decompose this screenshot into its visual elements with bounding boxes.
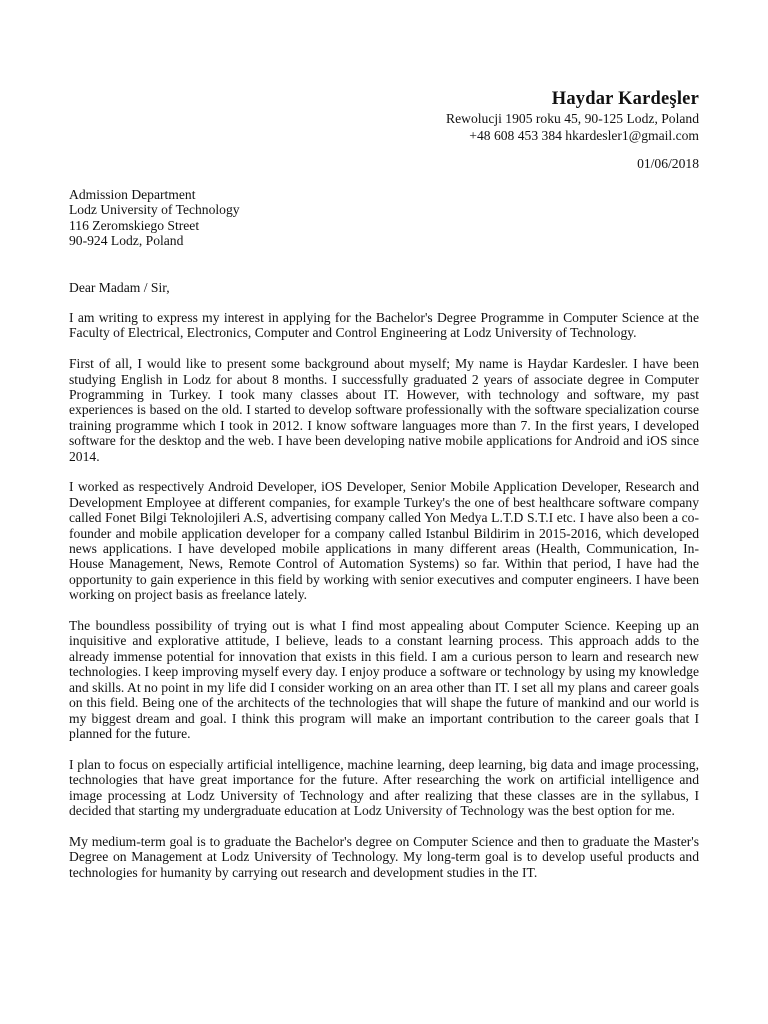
sender-contact: +48 608 453 384 hkardesler1@gmail.com <box>469 127 699 143</box>
letter-body <box>69 310 699 895</box>
body-paragraph: My medium-term goal is to graduate the Bachelor's degree on Computer Science and then to graduate the Master's Degree on Management at Lodz University of Technology. My long-term goal is to develop useful products and technologies for humanity by carrying out research and development studies in the IT. <box>69 833 699 880</box>
body-paragraph: First of all, I would like to present some background about myself; My name is Haydar Kardesler. I have been studying English in Lodz for about 8 months. I successfully graduated 2 years of associate degree in Computer Programming in Turkey. I took many classes about IT. However, with technology and software, my past experiences is based on the old. I started to develop software professionally with the software specialization course training programme which I took in 2012. I know software languages more than 7. In the first years, I developed software for the desktop and the web. I have been developing native mobile applications for Android and iOS since 2014. <box>69 356 699 464</box>
body-paragraph: The boundless possibility of trying out is what I find most appealing about Computer Science. Keeping up an inquisitive and explorative attitude, I believe, leads to a constant learning process. This approach adds to the already immense potential for innovation that exists in this field. I am a curious person to learn and research new technologies. I keep improving myself every day. I enjoy produce a software or technology by using my knowledge and skills. At no point in my life did I consider working on an area other than IT. I set all my plans and career goals on this field. Being one of the architects of the technologies that will shape the future of mankind and our world is my biggest dream and goal. I think this program will make an important contribution to the career goals that I planned for the future. <box>69 618 699 741</box>
letter-date: 01/06/2018 <box>637 156 699 171</box>
salutation: Dear Madam / Sir, <box>69 280 170 295</box>
sender-address: Rewolucji 1905 roku 45, 90-125 Lodz, Poland <box>446 111 699 126</box>
body-paragraph: I plan to focus on especially artificial intelligence, machine learning, deep learning, big data and image processing, technologies that have great importance for the future. After researching the work on artificial intelligence and image processing at Lodz University of Technology and after realizing that these classes are in the syllabus, I decided that starting my undergraduate education at Lodz University of Technology was the best option for me. <box>69 756 699 818</box>
body-paragraph: I am writing to express my interest in applying for the Bachelor's Degree Programme in Computer Science at the Faculty of Electrical, Electronics, Computer and Control Engineering at Lodz University of Technology. <box>69 310 699 341</box>
body-paragraph: I worked as respectively Android Developer, iOS Developer, Senior Mobile Application Developer, Research and Development Employee at different companies, for example Turkey's the one of best healthcare software company called Fonet Bilgi Teknolojileri A.S, advertising company called Yon Medya L.T.D S.T.I etc. I have also been a co-founder and mobile application developer for a company called Istanbul Bildirim in 2015-2016, which developed news applications. I have developed mobile applications in many different areas (Health, Communication, In-House Management, News, Remote Control of Automation Systems) so far. Within that period, I have had the opportunity to gain experience in this field by working with senior executives and computer engineers. I have been working on project basis as freelance lately. <box>69 479 699 603</box>
sender-block <box>446 88 699 144</box>
recipient-block <box>69 187 240 248</box>
recipient-street: 116 Zeromskiego Street <box>69 217 200 233</box>
recipient-institution: Lodz University of Technology <box>69 202 240 218</box>
recipient-department: Admission Department <box>69 187 196 202</box>
recipient-city: 90-924 Lodz, Poland <box>69 232 184 248</box>
sender-name: Haydar Kardeşler <box>551 89 699 109</box>
